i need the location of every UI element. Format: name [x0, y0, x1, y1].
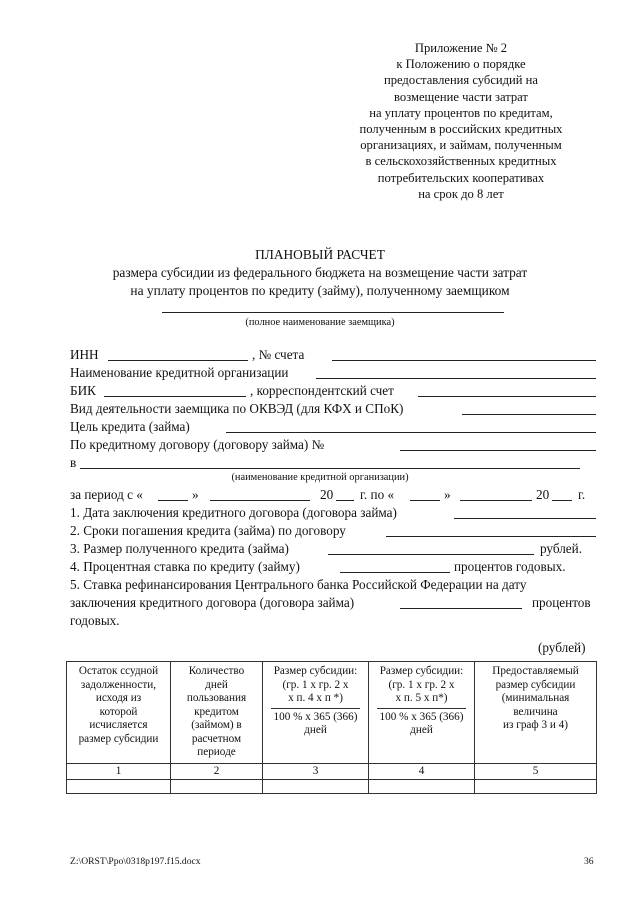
item-2-row: [70, 522, 596, 540]
item-5-row: [70, 576, 596, 594]
table-cell-input[interactable]: [263, 780, 369, 794]
year-prefix: 20: [320, 487, 334, 502]
table-header-cell: Размер субсидии: (гр. 1 х гр. 2 х х п. 5 х п*) 100 % х 365 (366) дней: [369, 662, 475, 764]
table-cell-input[interactable]: [369, 780, 475, 794]
period-from-label: за период с «: [70, 487, 143, 502]
table-header-cell: Остаток ссудной задолженности, исходя из которой исчисляется размер субсидии: [67, 662, 171, 764]
item-4-label: 4. Процентная ставка по кредиту (займу): [70, 559, 300, 574]
year-suffix: г.: [578, 487, 586, 502]
appendix-line: в сельскохозяйственных кредитных: [365, 154, 557, 169]
appendix-line: на уплату процентов по кредитам,: [369, 105, 553, 120]
item-5-row-3: [70, 612, 596, 630]
period-end-month-field[interactable]: [460, 500, 532, 501]
table-cell-input[interactable]: [171, 780, 263, 794]
corr-account-label: , корреспондентский счет: [250, 383, 394, 398]
item-3-row: [70, 540, 596, 558]
corr-account-field[interactable]: [418, 396, 596, 397]
borrower-name-line[interactable]: [162, 312, 504, 313]
item-1-label: 1. Дата заключения кредитного договора (договора займа): [70, 505, 397, 520]
bank-name-field[interactable]: [316, 378, 596, 379]
appendix-line: возмещение части затрат: [394, 89, 528, 104]
column-number: 3: [263, 763, 369, 780]
appendix-line: организациях, и займам, полученным: [360, 138, 562, 153]
contract-row: [70, 436, 596, 454]
quote-close: »: [444, 487, 451, 502]
appendix-line: потребительских кооперативах: [377, 170, 545, 185]
period-start-year-field[interactable]: [336, 500, 354, 501]
loan-amount-field[interactable]: [328, 554, 534, 555]
bank-in-field[interactable]: [80, 468, 580, 469]
table-header-cell: Размер субсидии: (гр. 1 х гр. 2 х х п. 4 х п *) 100 % х 365 (366) дней: [263, 662, 369, 764]
period-end-year-field[interactable]: [552, 500, 572, 501]
purpose-row: [70, 418, 596, 436]
table-header-row: [67, 662, 597, 764]
document-title: ПЛАНОВЫЙ РАСЧЕТ: [255, 247, 385, 262]
appendix-line: на срок до 8 лет: [418, 186, 504, 201]
in-prefix: в: [70, 455, 77, 470]
bik-row: [70, 382, 596, 400]
bank-caption: (наименование кредитной организации): [231, 472, 409, 483]
year-prefix: 20: [536, 487, 550, 502]
document-subtitle: на уплату процентов по кредиту (займу), полученному заемщиком: [130, 283, 510, 298]
document-subtitle: размера субсидии из федерального бюджета на возмещение части затрат: [112, 265, 528, 280]
inn-label: ИНН: [70, 347, 99, 362]
account-field[interactable]: [332, 360, 596, 361]
currency-note: (рублей): [538, 640, 586, 655]
okved-field[interactable]: [462, 414, 596, 415]
bank-name-label: Наименование кредитной организации: [70, 365, 289, 380]
appendix-line: к Положению о порядке: [396, 57, 526, 72]
period-end-day-field[interactable]: [410, 500, 440, 501]
quote-close: »: [192, 487, 199, 502]
item-5-label: 5. Ставка рефинансирования Центрального банка Российской Федерации на дату: [70, 577, 527, 592]
table-header-cell: Предоставляемый размер субсидии (минимальная величина из граф 3 и 4): [475, 662, 597, 764]
bik-field[interactable]: [104, 396, 246, 397]
item-2-label: 2. Сроки погашения кредита (займа) по договору: [70, 523, 346, 538]
bank-name-row: [70, 364, 596, 382]
inn-field[interactable]: [108, 360, 248, 361]
page-number: 36: [584, 856, 594, 867]
period-to-label: г. по «: [360, 487, 395, 502]
period-row: [70, 486, 596, 504]
calculation-table: [66, 661, 597, 794]
bank-in-row: [70, 454, 596, 472]
interest-rate-field[interactable]: [340, 572, 450, 573]
column-number: 2: [171, 763, 263, 780]
table-cell-input[interactable]: [67, 780, 171, 794]
table-header-cell: Количество дней пользования кредитом (займом) в расчетном периоде: [171, 662, 263, 764]
item-4-row: [70, 558, 596, 576]
table-cell-input[interactable]: [475, 780, 597, 794]
table-number-row: [67, 763, 597, 780]
purpose-field[interactable]: [226, 432, 596, 433]
appendix-line: полученным в российских кредитных: [359, 122, 563, 137]
item-5-unit: процентов: [532, 595, 591, 610]
column-number: 5: [475, 763, 597, 780]
footer-file-path: Z:\ORST\Ppo\0318p197.f15.docx: [70, 856, 201, 867]
item-5-label-cont: заключения кредитного договора (договора займа): [70, 595, 355, 610]
table-row: [67, 780, 597, 794]
item-3-label: 3. Размер полученного кредита (займа): [70, 541, 289, 556]
appendix-header: [330, 40, 592, 202]
contract-number-field[interactable]: [400, 450, 596, 451]
account-label: , № счета: [252, 347, 305, 362]
bik-label: БИК: [70, 383, 96, 398]
item-5-label-end: годовых.: [70, 613, 120, 628]
item-4-unit: процентов годовых.: [454, 559, 566, 574]
okved-row: [70, 400, 596, 418]
contract-label: По кредитному договору (договору займа) №: [70, 437, 325, 452]
item-5-row-2: [70, 594, 596, 612]
okved-label: Вид деятельности заемщика по ОКВЭД (для КФХ и СПоК): [70, 401, 404, 416]
period-start-month-field[interactable]: [210, 500, 310, 501]
purpose-label: Цель кредита (займа): [70, 419, 190, 434]
appendix-line: предоставления субсидий на: [383, 73, 539, 88]
item-1-row: [70, 504, 596, 522]
refinancing-rate-field[interactable]: [400, 608, 522, 609]
borrower-caption: (полное наименование заемщика): [245, 317, 395, 328]
period-start-day-field[interactable]: [158, 500, 188, 501]
appendix-line: Приложение № 2: [414, 41, 508, 55]
item-3-unit: рублей.: [540, 541, 583, 556]
repayment-term-field[interactable]: [386, 536, 596, 537]
contract-date-field[interactable]: [454, 518, 596, 519]
inn-row: [70, 346, 596, 364]
column-number: 4: [369, 763, 475, 780]
column-number: 1: [67, 763, 171, 780]
